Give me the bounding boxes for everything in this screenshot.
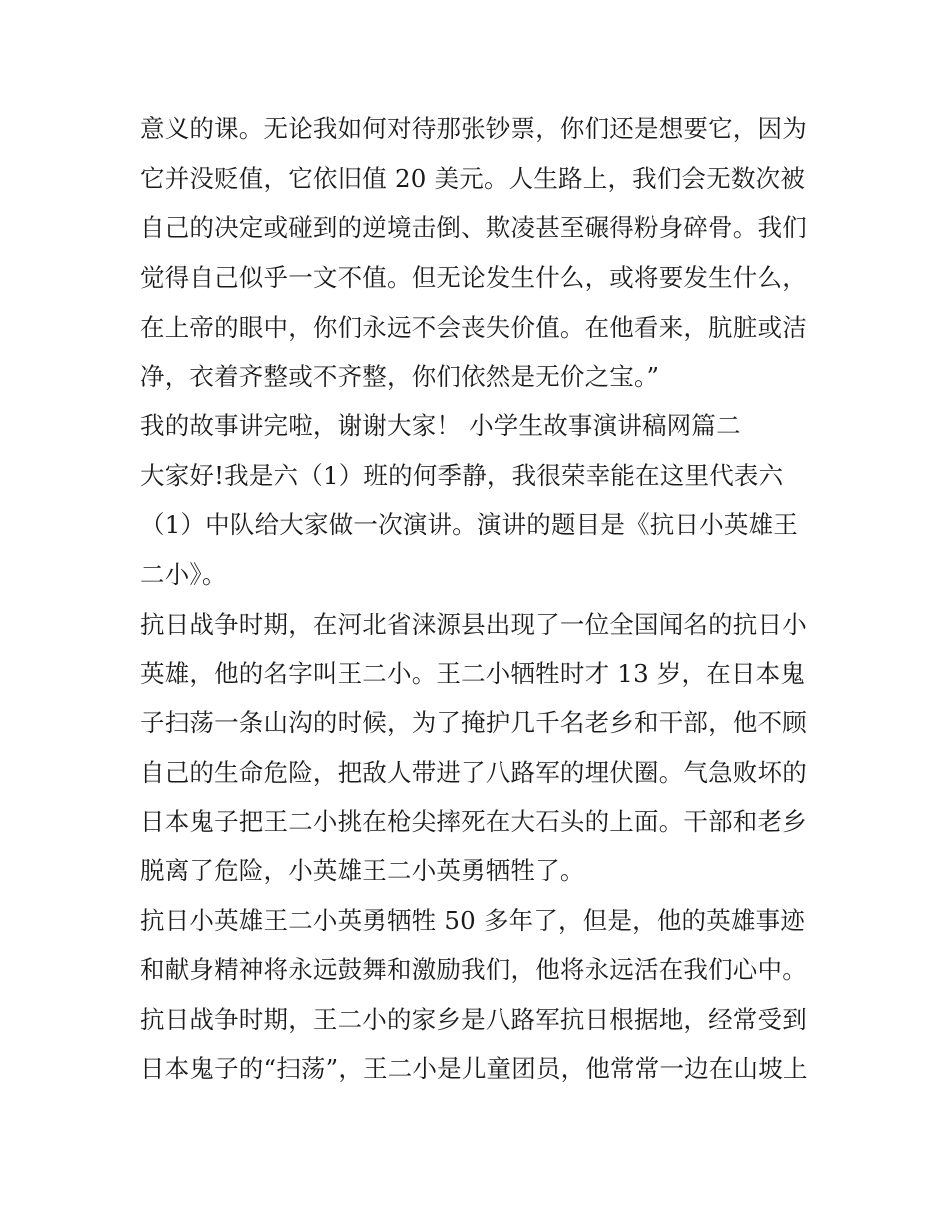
text-line: 大家好!我是六（1）班的何季静，我很荣幸能在这里代表六: [140, 461, 784, 490]
text-line: 意义的课。无论我如何对待那张钞票，你们还是想要它，因为: [140, 114, 807, 143]
text-line: 它并没贬值，它依旧值 20 美元。人生路上，我们会无数次被: [140, 164, 806, 193]
text-line: 自己的决定或碰到的逆境击倒、欺凌甚至碾得粉身碎骨。我们: [140, 213, 807, 242]
text-line: 脱离了危险，小英雄王二小英勇牺牲了。: [140, 856, 585, 885]
text-line: 抗日战争时期，在河北省涞源县出现了一位全国闻名的抗日小: [140, 610, 807, 639]
text-line: 自己的生命危险，把敌人带进了八路军的埋伏圈。气急败坏的: [140, 758, 807, 787]
text-line: 二小》。: [140, 560, 227, 589]
text-line: 日本鬼子把王二小挑在枪尖摔死在大石头的上面。干部和老乡: [140, 807, 807, 836]
text-line: 抗日小英雄王二小英勇牺牲 50 多年了，但是，他的英雄事迹: [140, 906, 806, 935]
text-line: 在上帝的眼中，你们永远不会丧失价值。在他看来，肮脏或洁: [140, 313, 807, 342]
text-line: 子扫荡一条山沟的时候，为了掩护几千名老乡和干部，他不顾: [140, 708, 807, 737]
text-line: 英雄，他的名字叫王二小。王二小牺牲时才 13 岁，在日本鬼: [140, 659, 806, 688]
text-line: （1）中队给大家做一次演讲。演讲的题目是《抗日小英雄王: [140, 510, 798, 539]
text-line: 觉得自己似乎一文不值。但无论发生什么，或将要发生什么，: [140, 263, 807, 292]
text-line: 净，衣着齐整或不齐整，你们依然是无价之宝。”: [140, 362, 660, 391]
text-line: 日本鬼子的“扫荡”，王二小是儿童团员，他常常一边在山坡上: [140, 1054, 808, 1083]
text-line: 抗日战争时期，王二小的家乡是八路军抗日根据地，经常受到: [140, 1005, 807, 1034]
text-line: 我的故事讲完啦，谢谢大家！ 小学生故事演讲稿网篇二: [140, 411, 741, 440]
text-line: 和献身精神将永远鼓舞和激励我们，他将永远活在我们心中。: [140, 955, 807, 984]
